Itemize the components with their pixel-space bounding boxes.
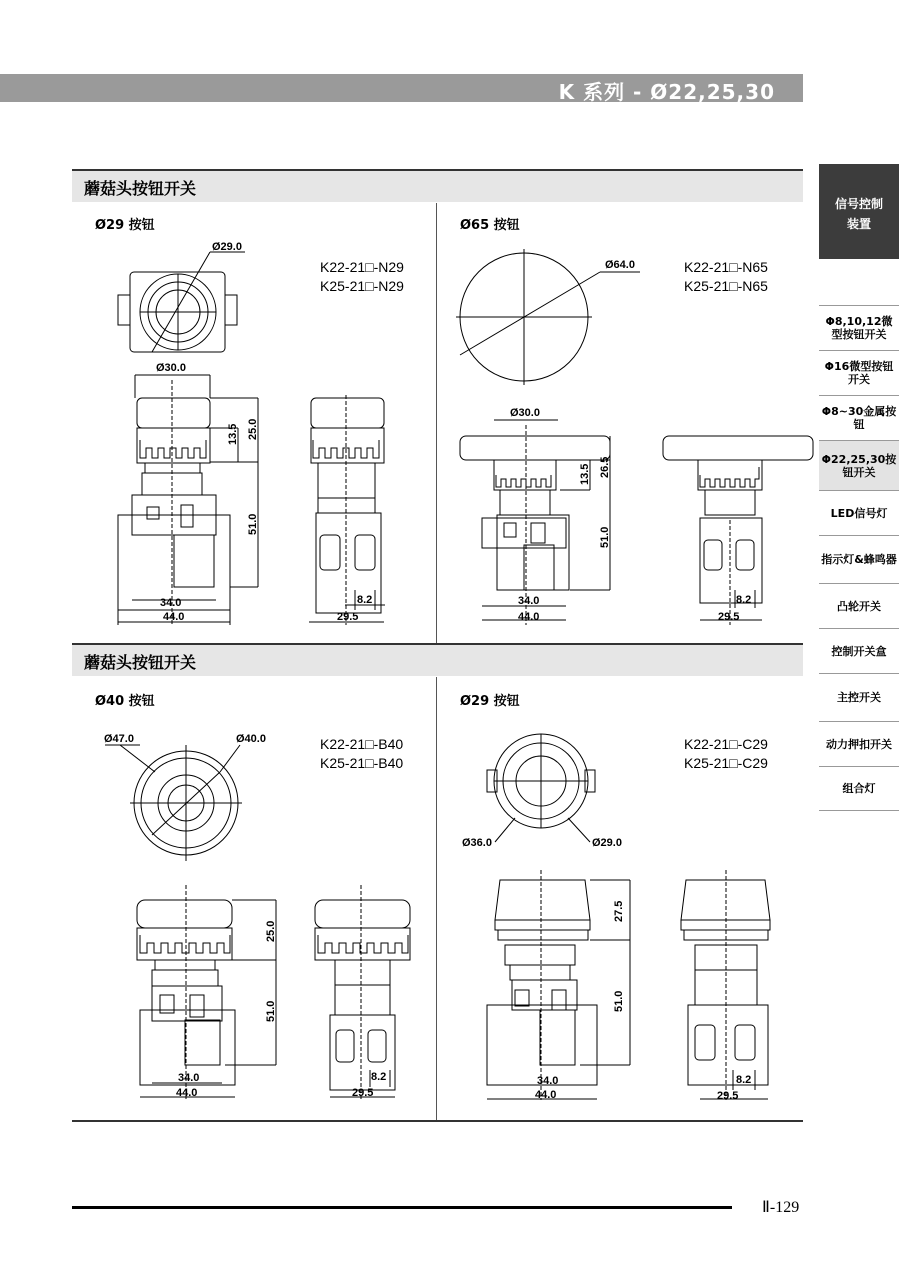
model-code: K22-21□-N29 <box>320 259 404 275</box>
panel-1-title: Ø29 按钮 <box>95 218 155 233</box>
dim-label: 44.0 <box>535 1089 557 1101</box>
sidebar-active-line: 信号控制 <box>834 197 883 211</box>
dim-label: Ø30.0 <box>156 362 186 374</box>
page-number: Ⅱ-129 <box>762 1199 800 1216</box>
sidebar-active-category[interactable] <box>819 164 899 259</box>
dim-label: Ø36.0 <box>462 837 492 849</box>
panel-3-side-view <box>315 885 410 1100</box>
footer-rule <box>72 1206 732 1209</box>
panel-3-front-view <box>137 885 276 1100</box>
model-code: K22-21□-N65 <box>684 259 768 275</box>
dim-label: Ø40.0 <box>236 733 266 745</box>
sidebar-item-micro-button[interactable]: Φ8,10,12微型按钮开关 <box>819 305 899 350</box>
sidebar-item-led[interactable]: LED信号灯 <box>819 490 899 535</box>
panel-2-title: Ø65 按钮 <box>460 218 520 233</box>
panel-4-top-view <box>487 734 595 842</box>
dim-label: 34.0 <box>160 597 182 609</box>
model-code: K25-21□-N65 <box>684 278 768 294</box>
sidebar-item-combo-light[interactable]: 组合灯 <box>819 766 899 811</box>
dim-label: Ø30.0 <box>510 407 540 419</box>
dim-label: 44.0 <box>163 611 185 623</box>
sidebar-item-22-25-30[interactable]: Φ22,25,30按钮开关 <box>819 440 899 490</box>
sidebar-item-indicator[interactable]: 指示灯&蜂鸣器 <box>819 535 899 583</box>
model-code: K25-21□-N29 <box>320 278 404 294</box>
banner-title: K 系列 - Ø22,25,30 <box>558 80 775 104</box>
dim-label: 8.2 <box>736 594 752 606</box>
dim-label: 25.0 <box>247 418 259 440</box>
dim-label: 51.0 <box>265 1000 277 1022</box>
dim-label: 13.5 <box>227 423 239 445</box>
sidebar-item-cam[interactable]: 凸轮开关 <box>819 583 899 628</box>
model-code: K25-21□-B40 <box>320 755 404 771</box>
panel-4-side-view <box>681 870 770 1100</box>
panel-3-top-view <box>105 745 242 861</box>
dim-label: 34.0 <box>537 1075 559 1087</box>
dim-label: 51.0 <box>599 526 611 548</box>
panel-4-front-view <box>487 870 630 1100</box>
panel-1-front-view <box>118 375 258 625</box>
dim-label: 8.2 <box>357 594 373 606</box>
panel-3-title: Ø40 按钮 <box>95 694 155 709</box>
dim-label: 29.5 <box>337 611 359 623</box>
dim-label: 25.0 <box>265 920 277 942</box>
sidebar-item-metal-button[interactable]: Φ8~30金属按钮 <box>819 395 899 440</box>
dim-label: 29.5 <box>717 1090 739 1102</box>
model-code: K22-21□-B40 <box>320 736 404 752</box>
sidebar-item-power[interactable]: 动力押扣开关 <box>819 721 899 766</box>
sidebar-item-master[interactable]: 主控开关 <box>819 673 899 721</box>
sidebar-active-line: 装置 <box>846 217 871 231</box>
dim-label: 27.5 <box>613 900 625 922</box>
dim-label: 8.2 <box>736 1074 752 1086</box>
sidebar-item-16-micro[interactable]: Φ16微型按钮开关 <box>819 350 899 395</box>
dim-label: 51.0 <box>247 513 259 535</box>
panel-4-title: Ø29 按钮 <box>460 694 520 709</box>
dim-label: Ø29.0 <box>212 241 242 253</box>
model-code: K25-21□-C29 <box>684 755 768 771</box>
dim-label: 34.0 <box>178 1072 200 1084</box>
model-code: K22-21□-C29 <box>684 736 768 752</box>
dim-label: 8.2 <box>371 1071 387 1083</box>
dim-label: 13.5 <box>579 463 591 485</box>
dim-label: Ø64.0 <box>605 259 635 271</box>
section-title-2: 蘑菇头按钮开关 <box>84 653 197 672</box>
dim-label: Ø29.0 <box>592 837 622 849</box>
dim-label: 26.5 <box>599 456 611 478</box>
dim-label: 51.0 <box>613 990 625 1012</box>
sidebar-item-control-box[interactable]: 控制开关盒 <box>819 628 899 673</box>
section-title-1: 蘑菇头按钮开关 <box>84 179 197 198</box>
dim-label: 34.0 <box>518 595 540 607</box>
dim-label: 29.5 <box>352 1087 374 1099</box>
dim-label: 44.0 <box>518 611 540 623</box>
panel-1-side-view <box>309 395 385 625</box>
dim-label: Ø47.0 <box>104 733 134 745</box>
dim-label: 29.5 <box>718 611 740 623</box>
panel-1-top-view <box>118 252 245 352</box>
dim-label: 44.0 <box>176 1087 198 1099</box>
